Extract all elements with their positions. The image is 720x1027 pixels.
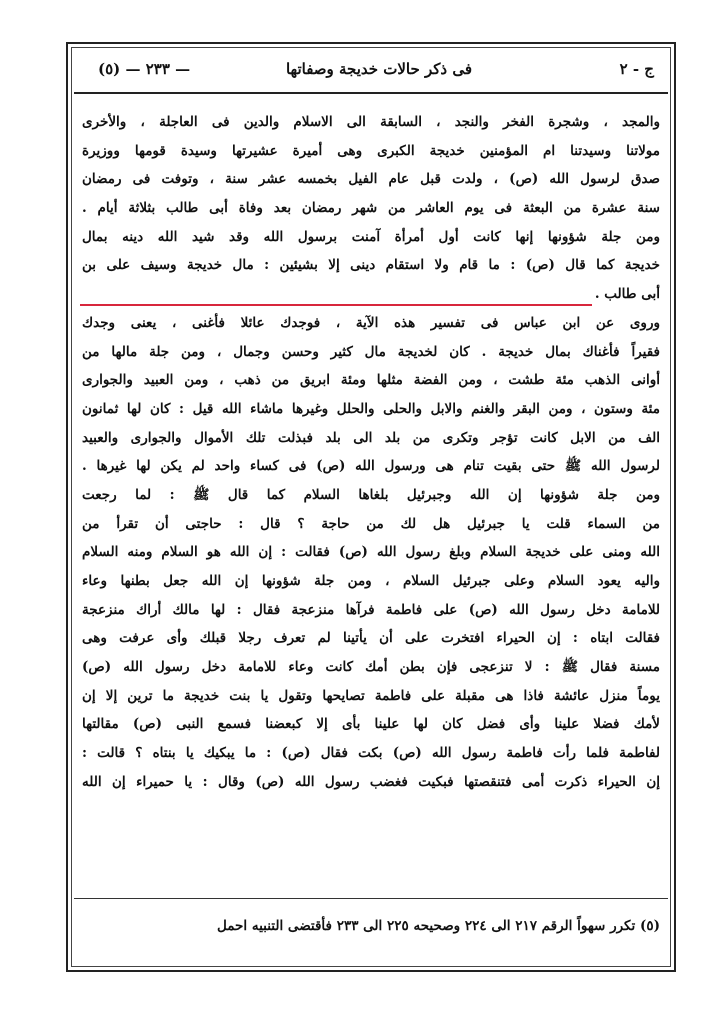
text-line: مئة وستون ، ومن البقر والغنم والابل والحلى والحلل وغيرها ماشاء الله قيل : كان لها ثمانون [82,400,660,417]
footnote-rule [74,898,668,899]
text-line: لرسول الله ﷺ حتى بقيت تنام هى ورسول الله (ص) فى كساء واحد لم يكن لها غيرها . [82,458,660,475]
text-line: يوماً منزل عائشة فاذا هى مقبلة على فاطمة تصايحها وتقول يا بنت خديجة ما ترين إلا إن [82,687,660,704]
running-header [80,56,662,86]
text-line: واليه يعود السلام وعلى جبرئيل السلام ، ومن جلة شؤونها إن الله جعل بطنها وعاء [82,573,660,589]
text-line: ومن جلة شؤونها إنها كانت أول أمرأة آمنت برسول الله وقد شيد الله دينه بمال [82,228,660,245]
text-line-highlighted: خديجة كما قال (ص) : ما قام ولا استقام دينى إلا بشيئين : مال خديجة وسيف على بن [82,257,660,274]
text-line: أبى طالب . [594,286,660,303]
text-line: مسنة فقال ﷺ : لا تنزعجى فإن بطن أمك كانت وعاء للامامة دخل رسول الله (ص) [82,659,660,676]
text-line: من السماء قلت يا جبرئيل هل لك من حاجة ؟ قال : حاجتى أن تقرأ من [82,515,660,532]
text-line: الله ومنى على خديجة السلام وبلغ رسول الله (ص) فقالت : إن الله هو السلام ومنه السلام [82,544,660,561]
body-text [82,108,660,797]
text-line: الف من الابل كانت تؤجر وتكرى من بلد الى بلد فبذلت تلك الأموال والجوارى والعبيد [82,429,660,446]
footnote: (٥) تكرر سهواً الرقم ٢١٧ الى ٢٢٤ وصحيحه ٢٢٥ الى ٢٣٣ فأقتضى التنبيه احمل [217,918,660,934]
text-line: سنة عشرة من البعثة فى يوم العاشر من شهر رمضان بعد وفاة أبى طالب بثلاثة أيام . [82,200,660,217]
text-line: إن الحيراء ذكرت أمى فتنقصتها فبكيت فغضب رسول الله (ص) وقال : يا حميراء إن الله [82,773,660,790]
text-line: فقالت ابتاه : إن الحيراء افتخرت على أن يأتينا لم تعرف رجلا قبلك وأى عرفت وهى [82,630,660,647]
volume-label: ج - ٢ [619,60,654,78]
chapter-title: فى ذكر حالات خديجة وصفاتها [285,60,472,78]
text-line: لأمك فضلا علينا وأى فضل كان لها علينا بأى إلا كبعضنا فسمع النبى (ص) مقالتها [82,716,660,733]
text-line: والمجد ، وشجرة الفخر والنجد ، السابقة الى الاسلام والدين فى العاجلة ، والأخرى [82,114,660,130]
text-line: أوانى الذهب مئة طشت ، ومن الفضة مثلها ومئة ابريق من ذهب ، ومن العبيد والجوارى [82,372,660,389]
red-highlight-underline [80,304,592,306]
text-line: فقيراً فأغناك بمال خديجة . كان لخديجة مال كثير وحسن وجمال ، ومن جلة مالها من [82,343,660,360]
text-line: صدق لرسول الله (ص) ، ولدت قبل عام الفيل بخمسه عشر سنة ، وتوفت فى رمضان [82,171,660,188]
text-line: لفاطمة فلما رأت فاطمة رسول الله (ص) بكت فقال (ص) : ما يبكيك يا بنتاه ؟ قالت : [82,745,660,762]
header-rule [74,92,668,94]
text-line: ومن جلة شؤونها إن الله وجبرئيل بلغاها السلام كما قال ﷺ : لما رجعت [82,486,660,503]
text-line: للامامة دخل رسول الله (ص) على فاطمة فرآها منزعجة فقال : لها مالك أراك منزعجة [82,601,660,618]
page-number: — ٢٣٣ — (٥) [98,60,191,78]
text-line: مولاتنا وسيدتنا ام المؤمنين خديجة الكبرى وهى أميرة عشيرتها وسيدة قومها ووزيرة [82,142,660,159]
text-line: وروى عن ابن عباس فى تفسير هذه الآية ، فوجدك عائلا فأغنى ، يعنى وجدك [82,314,660,331]
